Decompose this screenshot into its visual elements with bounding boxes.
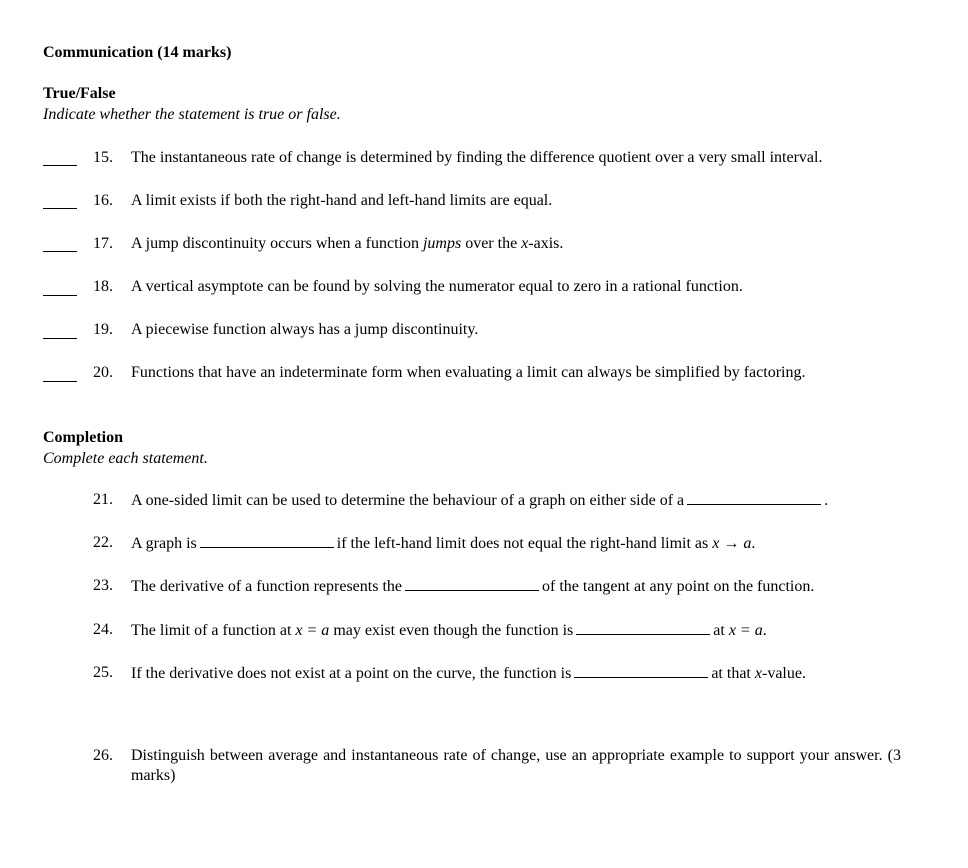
answer-blank[interactable]	[43, 165, 77, 166]
item-text	[131, 576, 814, 597]
text-part: -axis.	[528, 235, 564, 252]
item-number: 15.	[93, 149, 113, 166]
answer-blank[interactable]	[576, 620, 710, 635]
item-number: 25.	[93, 664, 113, 681]
item-text: A limit exists if both the right-hand and left-hand limits are equal.	[131, 192, 553, 209]
text-part: over the	[461, 235, 522, 252]
item-number: 23.	[93, 577, 113, 594]
answer-blank[interactable]	[43, 208, 77, 209]
text-part: A one-sided limit can be used to determine the behaviour of a graph on either side of a	[131, 492, 685, 509]
variable-x: x	[521, 235, 529, 252]
item-text	[131, 663, 806, 684]
true-false-heading: True/False	[43, 85, 116, 102]
text-part: The limit of a function at	[131, 622, 292, 639]
text-part: .	[824, 492, 829, 509]
answer-blank[interactable]	[43, 295, 77, 296]
item-number: 21.	[93, 491, 113, 508]
answer-blank[interactable]	[574, 663, 708, 678]
math-expression: x → a	[712, 535, 752, 552]
completion-instruction: Complete each statement.	[43, 450, 208, 467]
true-false-instruction: Indicate whether the statement is true or false.	[43, 106, 341, 123]
answer-blank[interactable]	[405, 576, 539, 591]
text-part: If the derivative does not exist at a point on the curve, the function is	[131, 665, 572, 682]
item-number: 22.	[93, 534, 113, 551]
answer-blank[interactable]	[43, 251, 77, 252]
math-expression: x = a	[295, 622, 330, 639]
text-part: of the tangent at any point on the function.	[542, 578, 815, 595]
item-number: 19.	[93, 321, 113, 338]
text-part: at that	[711, 665, 751, 682]
item-text	[131, 533, 755, 554]
text-part: may exist even though the function is	[333, 622, 574, 639]
answer-blank[interactable]	[43, 381, 77, 382]
item-text: A vertical asymptote can be found by solving the numerator equal to zero in a rational function.	[131, 278, 743, 295]
item-number: 18.	[93, 278, 113, 295]
emphasis-jumps: jumps	[422, 235, 462, 252]
text-part: if the left-hand limit does not equal the right-hand limit as	[336, 535, 709, 552]
item-text: The instantaneous rate of change is determined by finding the difference quotient over a very small interval.	[131, 149, 823, 166]
item-text	[131, 490, 828, 511]
text-part: at	[713, 622, 725, 639]
text-part: .	[751, 535, 756, 552]
item-text	[131, 620, 767, 641]
item-number: 24.	[93, 621, 113, 638]
text-part: -value.	[761, 665, 806, 682]
section-title: Communication (14 marks)	[43, 44, 232, 61]
completion-heading: Completion	[43, 429, 123, 446]
item-number: 20.	[93, 364, 113, 381]
item-text: Distinguish between average and instantaneous rate of change, use an appropriate example to support your answer. (3 marks)	[131, 747, 901, 784]
text-part: .	[762, 622, 767, 639]
math-expression: x = a	[728, 622, 763, 639]
item-number: 26.	[93, 747, 113, 764]
item-number: 16.	[93, 192, 113, 209]
text-part: A jump discontinuity occurs when a function	[131, 235, 423, 252]
text-part: The derivative of a function represents the	[131, 578, 402, 595]
item-number: 17.	[93, 235, 113, 252]
text-part: A graph is	[131, 535, 197, 552]
item-text	[131, 234, 563, 254]
variable-x: x	[754, 665, 762, 682]
answer-blank[interactable]	[200, 533, 334, 548]
item-text: A piecewise function always has a jump discontinuity.	[131, 321, 479, 338]
answer-blank[interactable]	[43, 338, 77, 339]
answer-blank[interactable]	[687, 490, 821, 505]
item-text: Functions that have an indeterminate form when evaluating a limit can always be simplified by factoring.	[131, 364, 806, 381]
